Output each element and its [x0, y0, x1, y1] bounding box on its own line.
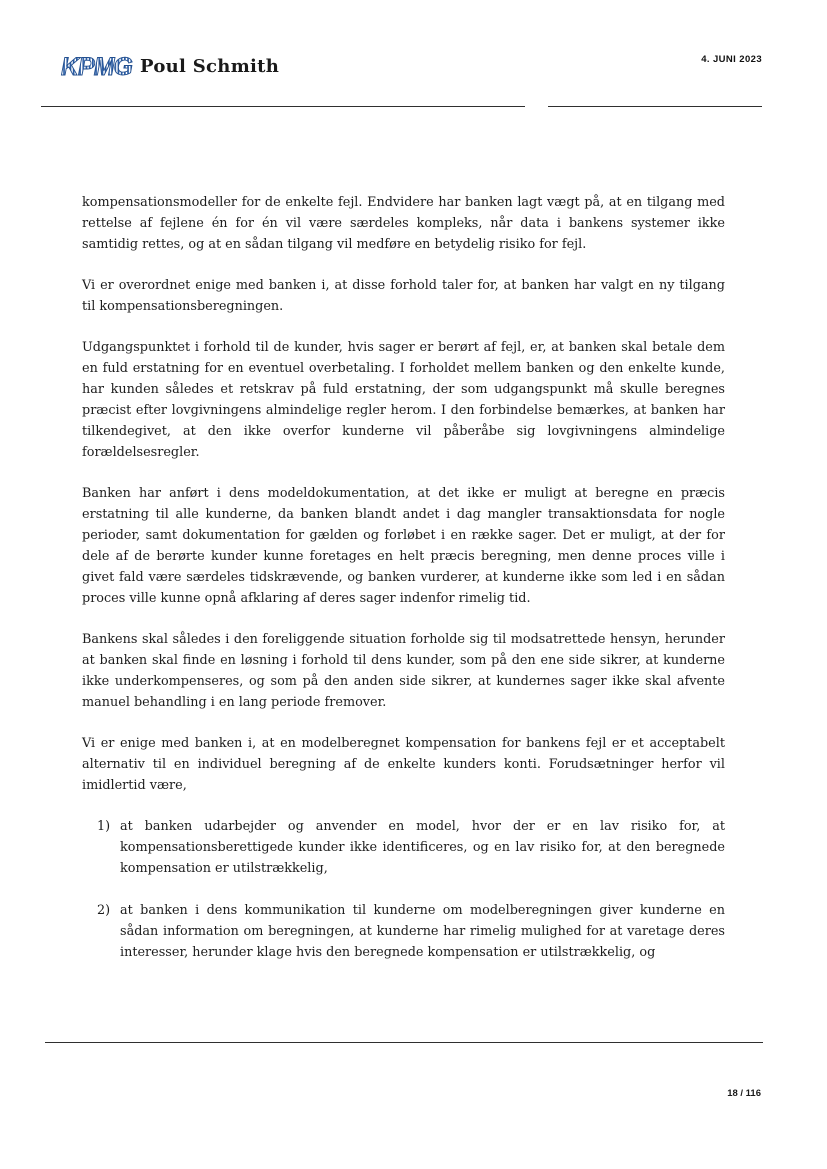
list-item-marker: 2): [97, 903, 111, 918]
brand-name: Poul Schmith: [140, 56, 280, 77]
svg-text:KPMG: KPMG: [61, 53, 132, 81]
body-paragraph: Banken har anført i dens modeldokumentation, at det ikke er muligt at beregne en præcis erstatning til alle kunderne, da banken blandt andet i dag mangler transaktionsdata for nogle perioder, samt dokumentation for gælden og forløbet i en række sager. Det er muligt, at der for dele af de berørte kunder kunne foretages en helt præcis beregning, men denne proces ville i givet fald være særdeles tidskrævende, og banken vurderer, at kunderne ikke som led i en sådan proces ville kunne opnå afklaring af deres sager indenfor rimelig tid.: [82, 486, 725, 606]
list-item-text: at banken i dens kommunikation til kunderne om modelberegningen giver kunderne en sådan information om beregningen, at kunderne har rimelig mulighed for at varetage deres interesser, herunder klage hvis den beregnede kompensation er utilstrækkelig, og: [120, 903, 725, 960]
body-paragraph: Bankens skal således i den foreliggende situation forholde sig til modsatrettede hensyn, herunder at banken skal finde en løsning i forhold til dens kunder, som på den ene side sikrer, at kunderne ikke underkompenseres, og som på den anden side sikrer, at kundernes sager ikke skal afvente manuel behandling i en lang periode fremover.: [82, 632, 725, 710]
header-rule-left: [41, 106, 525, 107]
header-rule-right: [548, 106, 762, 107]
body-paragraph: Udgangspunktet i forhold til de kunder, hvis sager er berørt af fejl, er, at banken skal betale dem en fuld erstatning for en eventuel overbetaling. I forholdet mellem banken og den enkelte kunde, har kunden således et retskrav på fuld erstatning, der som udgangspunkt må skulle beregnes præcist efter lovgivningens almindelige regler herom. I den forbindelse bemærkes, at banken har tilkendegivet, at den ikke overfor kunderne vil påberåbe sig lovgivningens almindelige forældelsesregler.: [82, 340, 725, 460]
list-item-text: at banken udarbejder og anvender en model, hvor der er en lav risiko for, at kompensationsberettigede kunder ikke identificeres, og en lav risiko for, at den beregnede kompensation er utilstrækkelig,: [120, 819, 725, 876]
document-date: 4. JUNI 2023: [701, 54, 762, 65]
list-item-marker: 1): [97, 819, 111, 834]
list-item: [82, 816, 725, 879]
body-paragraph: Vi er enige med banken i, at en modelberegnet kompensation for bankens fejl er et acceptabelt alternativ til en individuel beregning af de enkelte kunders konti. Forudsætninger herfor vil imidlertid være,: [82, 736, 725, 793]
numbered-list: [82, 816, 725, 963]
body-paragraph: Vi er overordnet enige med banken i, at disse forhold taler for, at banken har valgt en ny tilgang til kompensationsberegningen.: [82, 278, 725, 314]
kpmg-logo: [60, 50, 134, 88]
footer-rule: [45, 1042, 763, 1043]
list-item: [82, 900, 725, 963]
page-header: [60, 46, 762, 96]
document-body: [82, 192, 725, 984]
body-paragraph: kompensationsmodeller for de enkelte fejl. Endvidere har banken lagt vægt på, at en tilgang med rettelse af fejlene én for én vil være særdeles kompleks, når data i bankens systemer ikke samtidig rettes, og at en sådan tilgang vil medføre en betydelig risiko for fejl.: [82, 195, 725, 252]
page-number: 18 / 116: [727, 1088, 761, 1099]
